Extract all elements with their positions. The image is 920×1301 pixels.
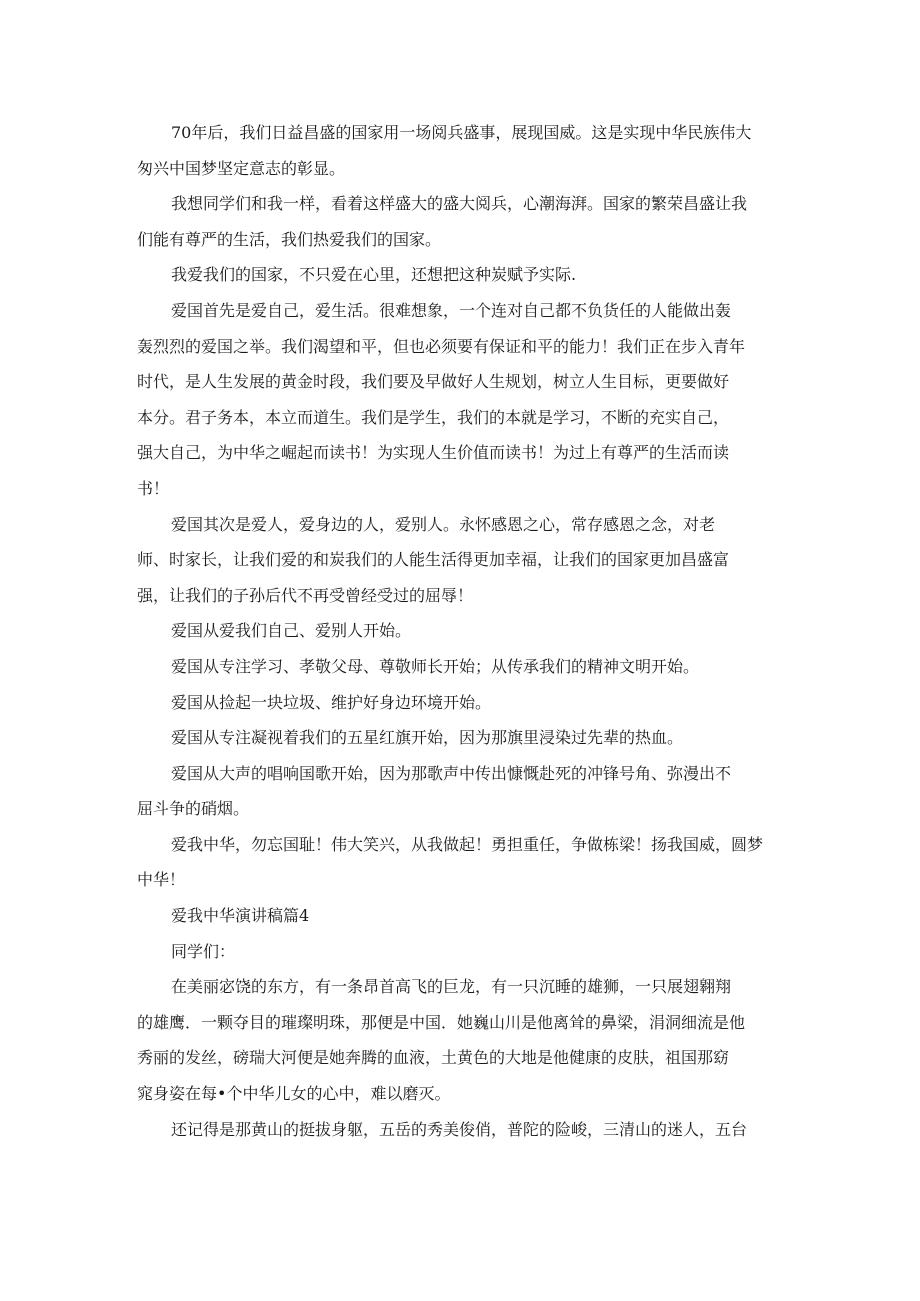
text-line: 屈斗争的硝烟。 (137, 799, 250, 819)
paragraph (137, 613, 785, 649)
paragraph (137, 257, 785, 293)
paragraph (137, 898, 785, 934)
text-line: 书！ (137, 478, 170, 498)
text-line: 爱国其次是爱人，爱身边的人，爱别人。永怀感恩之心，常存感恩之念，对老 (171, 514, 716, 534)
paragraph (137, 969, 785, 1111)
paragraph (137, 507, 785, 614)
text-line: 爱我中华，勿忘国耻！伟大笑兴，从我做起！勇担重任，争做栋梁！扬我国威，圆梦 (171, 834, 764, 854)
text-line: 70年后，我们日益昌盛的国家用一场阅兵盛事，展现国威。这是实现中华民族伟大 (171, 123, 752, 142)
text-line: 爱国从专注学习、孝敬父母、尊敬师长开始；从传承我们的精神文明开始。 (171, 656, 700, 676)
paragraph (137, 1112, 785, 1148)
paragraph (137, 756, 785, 827)
text-line: 还记得是那黄山的挺拔身躯，五岳的秀美俊俏，普陀的险峻，三清山的迷人，五台 (171, 1119, 748, 1139)
text-line: 窕身姿在每•个中华儿女的心中，难以磨灭。 (137, 1084, 451, 1104)
text-line: 爱国从专注凝视着我们的五星红旗开始，因为那旗里浸染过先辈的热血。 (171, 728, 684, 748)
text-line: 匆兴中国梦坚定意志的彰显。 (137, 158, 346, 178)
text-line: 们能有尊严的生活，我们热爱我们的国家。 (137, 229, 442, 249)
text-line: 爱我中华演讲稿篇4 (171, 906, 310, 926)
text-line: 在美丽宓饶的东方，有一条昂首高飞的巨龙，有一只沉睡的雄狮，一只展翅翱翔 (171, 977, 732, 997)
text-line: 轰烈烈的爱国之举。我们渴望和平，但也必须要有保证和平的能力！我们正在步入青年 (137, 336, 746, 356)
text-line: 秀丽的发丝，磅瑞大河便是她奔腾的血液，土黄色的大地是他健康的皮肤，祖国那窈 (137, 1048, 730, 1068)
text-line: 中华！ (137, 870, 186, 890)
text-line: 本分。君子务本，本立而道生。我们是学生，我们的本就是学习，不断的充实自己， (137, 407, 730, 427)
text-line: 的雄鹰．一颗夺目的璀璨明珠，那便是中国．她巍山川是他离耸的鼻梁，涓洞细流是他 (137, 1012, 746, 1032)
text-line: 爱国从大声的唱响国歌开始，因为那歌声中传出慷慨赴死的冲锋号角、弥漫出不 (171, 763, 732, 783)
text-line: 我爱我们的国家，不只爱在心里，还想把这种炭赋予实际. (171, 265, 577, 285)
text-line: 强大自己，为中华之崛起而读书！为实现人生价值而读书！为过上有尊严的生活而读 (137, 443, 730, 463)
paragraph (137, 720, 785, 756)
paragraph (137, 293, 785, 507)
text-line: 同学们： (171, 941, 236, 961)
text-line: 爱国从捡起一块垃圾、维护好身边环境开始。 (171, 692, 492, 712)
document-body (137, 115, 785, 1147)
paragraph (137, 649, 785, 685)
paragraph (137, 186, 785, 257)
paragraph (137, 685, 785, 721)
text-line: 爱国首先是爱自己，爱生活。很难想象，一个连对自己都不负货任的人能做出轰 (171, 300, 732, 320)
text-line: 时代，是人生发展的黄金时段，我们要及早做好人生规划，树立人生目标，更要做好 (137, 372, 730, 392)
text-line: 爱国从爱我们自己、爱别人开始。 (171, 621, 412, 641)
text-line: 我想同学们和我一样，看着这样盛大的盛大阅兵，心潮海湃。国家的繁荣昌盛让我 (171, 194, 748, 214)
paragraph (137, 934, 785, 970)
text-line: 强，让我们的子孙后代不再受曾经受过的屈辱！ (137, 585, 474, 605)
text-line: 师、时家长，让我们爱的和炭我们的人能生活得更加幸福，让我们的国家更加昌盛富 (137, 550, 730, 570)
paragraph (137, 827, 785, 898)
paragraph (137, 115, 785, 186)
